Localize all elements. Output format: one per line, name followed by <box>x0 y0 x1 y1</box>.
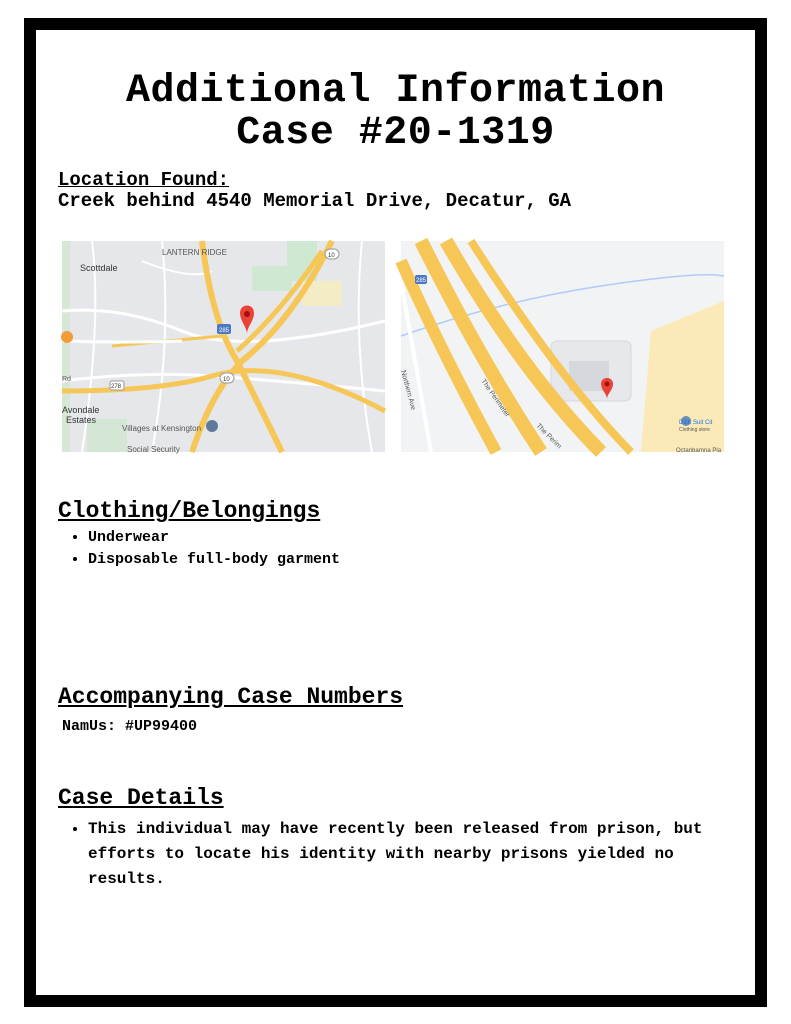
accompanying-heading: Accompanying Case Numbers <box>58 684 404 710</box>
map2-label-store-sub: Clothing store <box>679 427 710 433</box>
map2-label-store: D&K Suit Cit <box>679 420 713 426</box>
map2-label-perimeter-2: The Perim <box>534 422 563 451</box>
case-details-list <box>70 817 708 892</box>
page-title: Additional Information <box>125 69 666 114</box>
map2-label-northern-ave: Northern Ave <box>399 369 417 411</box>
location-value: Creek behind 4540 Memorial Drive, Decatur, GA <box>58 190 572 212</box>
zoomed-map <box>401 241 724 452</box>
area-map <box>62 241 385 452</box>
map-label-villages: Villages at Kensington <box>122 424 202 433</box>
zoomed-map-graphic <box>401 241 724 452</box>
clothing-heading: Clothing/Belongings <box>58 498 321 524</box>
map2-label-perimeter-1: The Perimeter <box>479 378 511 419</box>
map-label-rd: Rd <box>62 376 71 383</box>
area-map-graphic <box>62 241 385 452</box>
case-details-heading: Case Details <box>58 785 224 811</box>
list-item: • Disposable full-body garment <box>88 549 340 571</box>
map-label-avondale: Avondale <box>62 405 100 415</box>
map-label-10b: 10 <box>223 377 230 383</box>
case-number-title: Case #20-1319 <box>236 111 555 156</box>
map-label-lantern-ridge: LANTERN RIDGE <box>162 248 227 257</box>
map-label-estates: Estates <box>66 415 97 425</box>
list-item: • This individual may have recently been released from prison, but efforts to locate his identity with nearby prisons yielded no results. <box>88 817 708 892</box>
map-label-social-security: Social Security <box>127 445 180 454</box>
list-item: • Underwear <box>88 527 340 549</box>
page <box>36 30 755 995</box>
map-label-10: 10 <box>328 253 335 259</box>
map2-label-octanbarnna: Octanbarnna Pla <box>676 448 722 454</box>
clothing-list <box>70 527 340 571</box>
map2-label-285: 285 <box>416 278 427 284</box>
namus-number: NamUs: #UP99400 <box>62 718 198 735</box>
location-label: Location Found: <box>58 169 230 191</box>
page-border <box>24 18 767 1007</box>
map-label-278: 278 <box>111 384 122 390</box>
map-label-285: 285 <box>219 328 230 334</box>
map-label-scottdale: Scottdale <box>80 263 118 273</box>
